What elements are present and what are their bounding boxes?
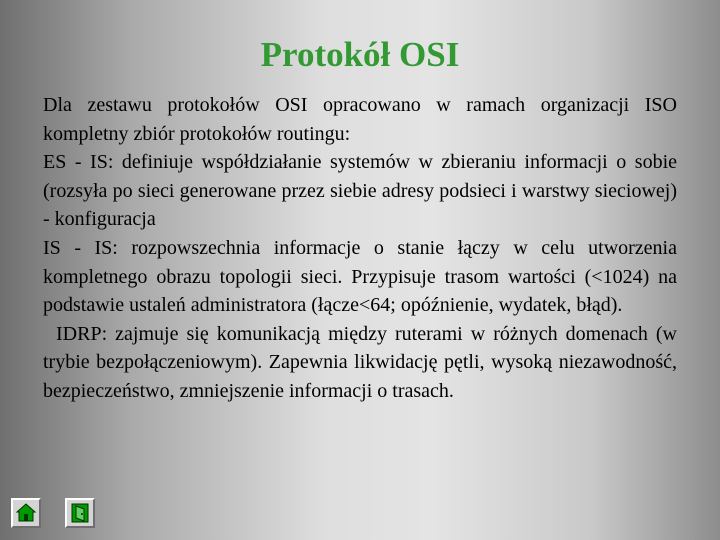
paragraph-es-is [43, 148, 677, 234]
paragraph-intro [43, 91, 677, 148]
home-button[interactable] [11, 498, 41, 528]
exit-button[interactable] [65, 498, 95, 528]
slide-content [43, 91, 677, 406]
es-is-term: ES - IS [43, 151, 108, 174]
exit-icon [69, 502, 91, 524]
idrp-description: : zajmuje się komunikacją między ruterami w różnych domenach (w trybie bezpołączeniowym). Zapewnia likwidację pętli, wysoką niezawodność, bezpieczeństwo, zmniejszenie informacji o trasach. [43, 322, 677, 402]
is-is-description: : rozpowszechnia informacje o stanie łączy w celu utworzenia kompletnego obrazu topologii sieci. Przypisuje trasom wartości (<1024) na podstawie ustaleń administratora (łącze<64; opóźnienie, wydatek, błąd). [43, 236, 677, 317]
idrp-term: IDRP [56, 322, 102, 345]
slide-navigation [11, 498, 95, 528]
es-is-description: : definiuje współdziałanie systemów w zbieraniu informacji o sobie (rozsyła po sieci generowane przez siebie adresy podsieci i warstwy sieciowej) - konfiguracja [43, 151, 677, 231]
intro-text: Dla zestawu protokołów OSI opracowano w ramach organizacji ISO kompletny zbiór protokołów routingu: [43, 94, 677, 145]
slide-title: Protokół OSI [260, 35, 460, 74]
home-icon [15, 502, 37, 524]
paragraph-idrp [43, 320, 677, 406]
paragraph-is-is [43, 234, 677, 320]
is-is-term: IS - IS [43, 236, 113, 259]
